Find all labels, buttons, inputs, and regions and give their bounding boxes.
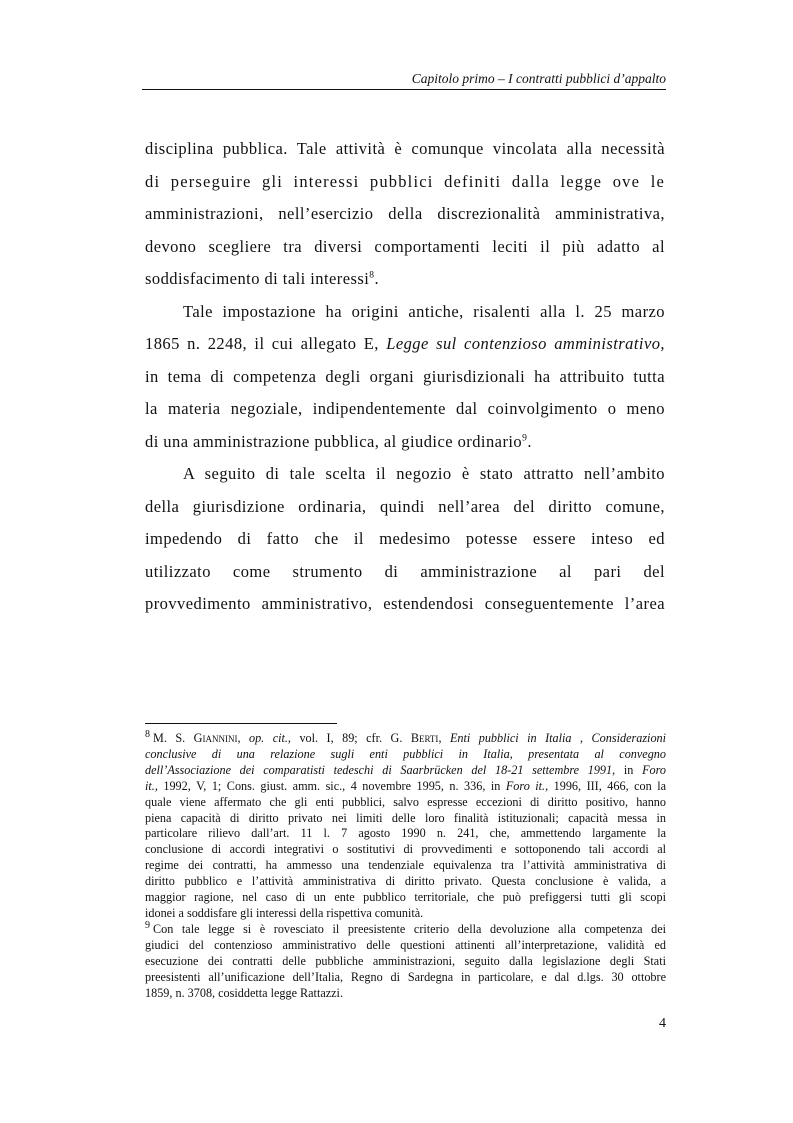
body-line [145, 328, 665, 361]
running-header: Capitolo primo – I contratti pubblici d’appalto [411, 71, 666, 86]
fn-text: 1996, III, 466, con la [548, 778, 666, 793]
body-line: provvedimento amministrativo, estendendosi conseguentemente l’area [145, 594, 665, 613]
body-line: la materia negoziale, indipendentemente dal coinvolgimento o meno [145, 399, 665, 418]
footnote-line: conclusione di accordi integrativi o sostitutivi di provvedimenti e sottoponendo tali accordi al [145, 842, 666, 857]
footnote-line [145, 919, 666, 938]
body-line: disciplina pubblica. Tale attività è comunque vincolata alla necessità [145, 139, 665, 158]
fn-italic: Foro [642, 762, 666, 777]
fn-text: , vol. I, 89; cfr. G. [287, 731, 411, 745]
footnote-line: idonei a soddisfare gli interessi della rispettiva comunità. [145, 905, 424, 920]
body-line-end: . [527, 431, 532, 451]
footnote-line [145, 763, 666, 779]
fn-italic: dell’Associazione dei comparatisti tedeschi di Saarbrücken del 18-21 settembre 1991 [145, 762, 613, 777]
footnote-rule [145, 723, 337, 724]
body-line: della giurisdizione ordinaria, quindi nell’area del diritto comune, [145, 496, 665, 516]
footnote-line: diritto pubblico e l’attività amministrativa di diritto privato. Questa conclusione è valida, a [145, 874, 666, 889]
fn-text: , [237, 731, 249, 745]
header-rule [142, 89, 666, 90]
footnote-line: 1859, n. 3708, cosiddetta legge Rattazzi. [145, 985, 343, 1000]
body-line [145, 426, 665, 459]
page-number: 4 [659, 1016, 666, 1031]
fn-text: M. S. [153, 731, 194, 745]
footnote-ref-8[interactable]: 8 [369, 270, 375, 281]
footnote-ref-9[interactable]: 9 [522, 433, 528, 443]
fn-text: , [438, 731, 450, 745]
footnote-line [145, 728, 667, 747]
footnote-line: maggior ragione, nel caso di un ente pubblico territoriale, che può prefiggersi tutti gli scopi [145, 890, 666, 905]
body-line: Tale impostazione ha origini antiche, risalenti alla l. 25 marzo [183, 301, 665, 321]
body-text [145, 133, 665, 621]
footnote-line: piena capacità di diritto privato nei limiti delle loro finalità istituzionali; capacità messa in [145, 810, 666, 825]
fn-italic: Enti pubblici in Italia [449, 731, 572, 745]
body-line: devono scegliere tra diversi comportamenti leciti il più adatto al [145, 236, 665, 256]
footnote-line: esecuzione dei contratti delle pubbliche amministrazioni, seguito dalla legislazione degli Stati [145, 953, 666, 968]
body-line: impedendo di fatto che il medesimo potesse essere inteso ed [145, 529, 665, 548]
body-line-end: . [374, 269, 380, 288]
footnote-line: preesistenti all’unificazione dell’Italia, Regno di Sardegna in particolare, e dal d.lgs. 30 ottobre [145, 969, 666, 984]
fn-text: , in [612, 762, 643, 777]
fn-italic: it., [145, 778, 158, 793]
body-line: A seguito di tale scelta il negozio è stato attratto nell’ambito [183, 464, 665, 483]
body-line: di perseguire gli interessi pubblici definiti dalla legge ove le [145, 171, 665, 191]
fn-italic: Considerazioni [591, 731, 667, 745]
fn-italic: conclusive di una relazione sugli enti pubblici in Italia, presentata al convegno [145, 746, 666, 761]
footnote-line: regime dei contratti, ha ammesso una tendenziale equivalenza tra l’attività amministrativa di [145, 858, 666, 873]
body-line-text: 1865 n. 2248, il cui allegato E, [145, 334, 387, 353]
footnotes [145, 728, 667, 1001]
fn-italic: op. cit. [248, 731, 288, 745]
footnote-line: particolare rilievo dall’art. 11 l. 7 agosto 1990 n. 241, che, ammettendo largamente la [145, 826, 666, 841]
fn-text: , [571, 731, 592, 745]
body-line: amministrazioni, nell’esercizio della discrezionalità amministrativa, [145, 204, 665, 223]
footnote-line: giudici del contenzioso amministrativo delle questioni attinenti all’interpretazione, validità ed [145, 937, 666, 952]
footnote-line: quale viene affermato che gli enti pubblici, salvo espresse eccezioni di diritto positivo, hanno [145, 794, 666, 809]
footnote-line [145, 779, 666, 795]
footnote-8 [145, 728, 667, 922]
body-line: in tema di competenza degli organi giurisdizionali ha attribuito tutta [145, 366, 665, 386]
fn-text: Con tale legge si è rovesciato il preesistente criterio della devoluzione alla competenza dei [153, 921, 666, 936]
body-line: utilizzato come strumento di amministrazione al pari del [145, 561, 665, 581]
fn-text: 1992, V, 1; Cons. giust. amm. sic., 4 novembre 1995, n. 336, in [157, 778, 506, 793]
body-line-text: di una amministrazione pubblica, al giudice ordinario [145, 431, 523, 451]
body-line-text: soddisfacimento di tali interessi [145, 269, 370, 288]
footnote-line [145, 747, 666, 763]
footnote-mark: 9 [145, 919, 150, 931]
body-line [145, 263, 665, 296]
author-name: Berti [410, 731, 439, 745]
law-title: Legge sul contenzioso amministrativo, [386, 334, 665, 353]
fn-italic: Foro it., [505, 778, 549, 793]
author-name: Giannini [193, 731, 238, 745]
footnote-mark: 8 [145, 728, 150, 740]
footnote-9 [145, 919, 666, 1002]
